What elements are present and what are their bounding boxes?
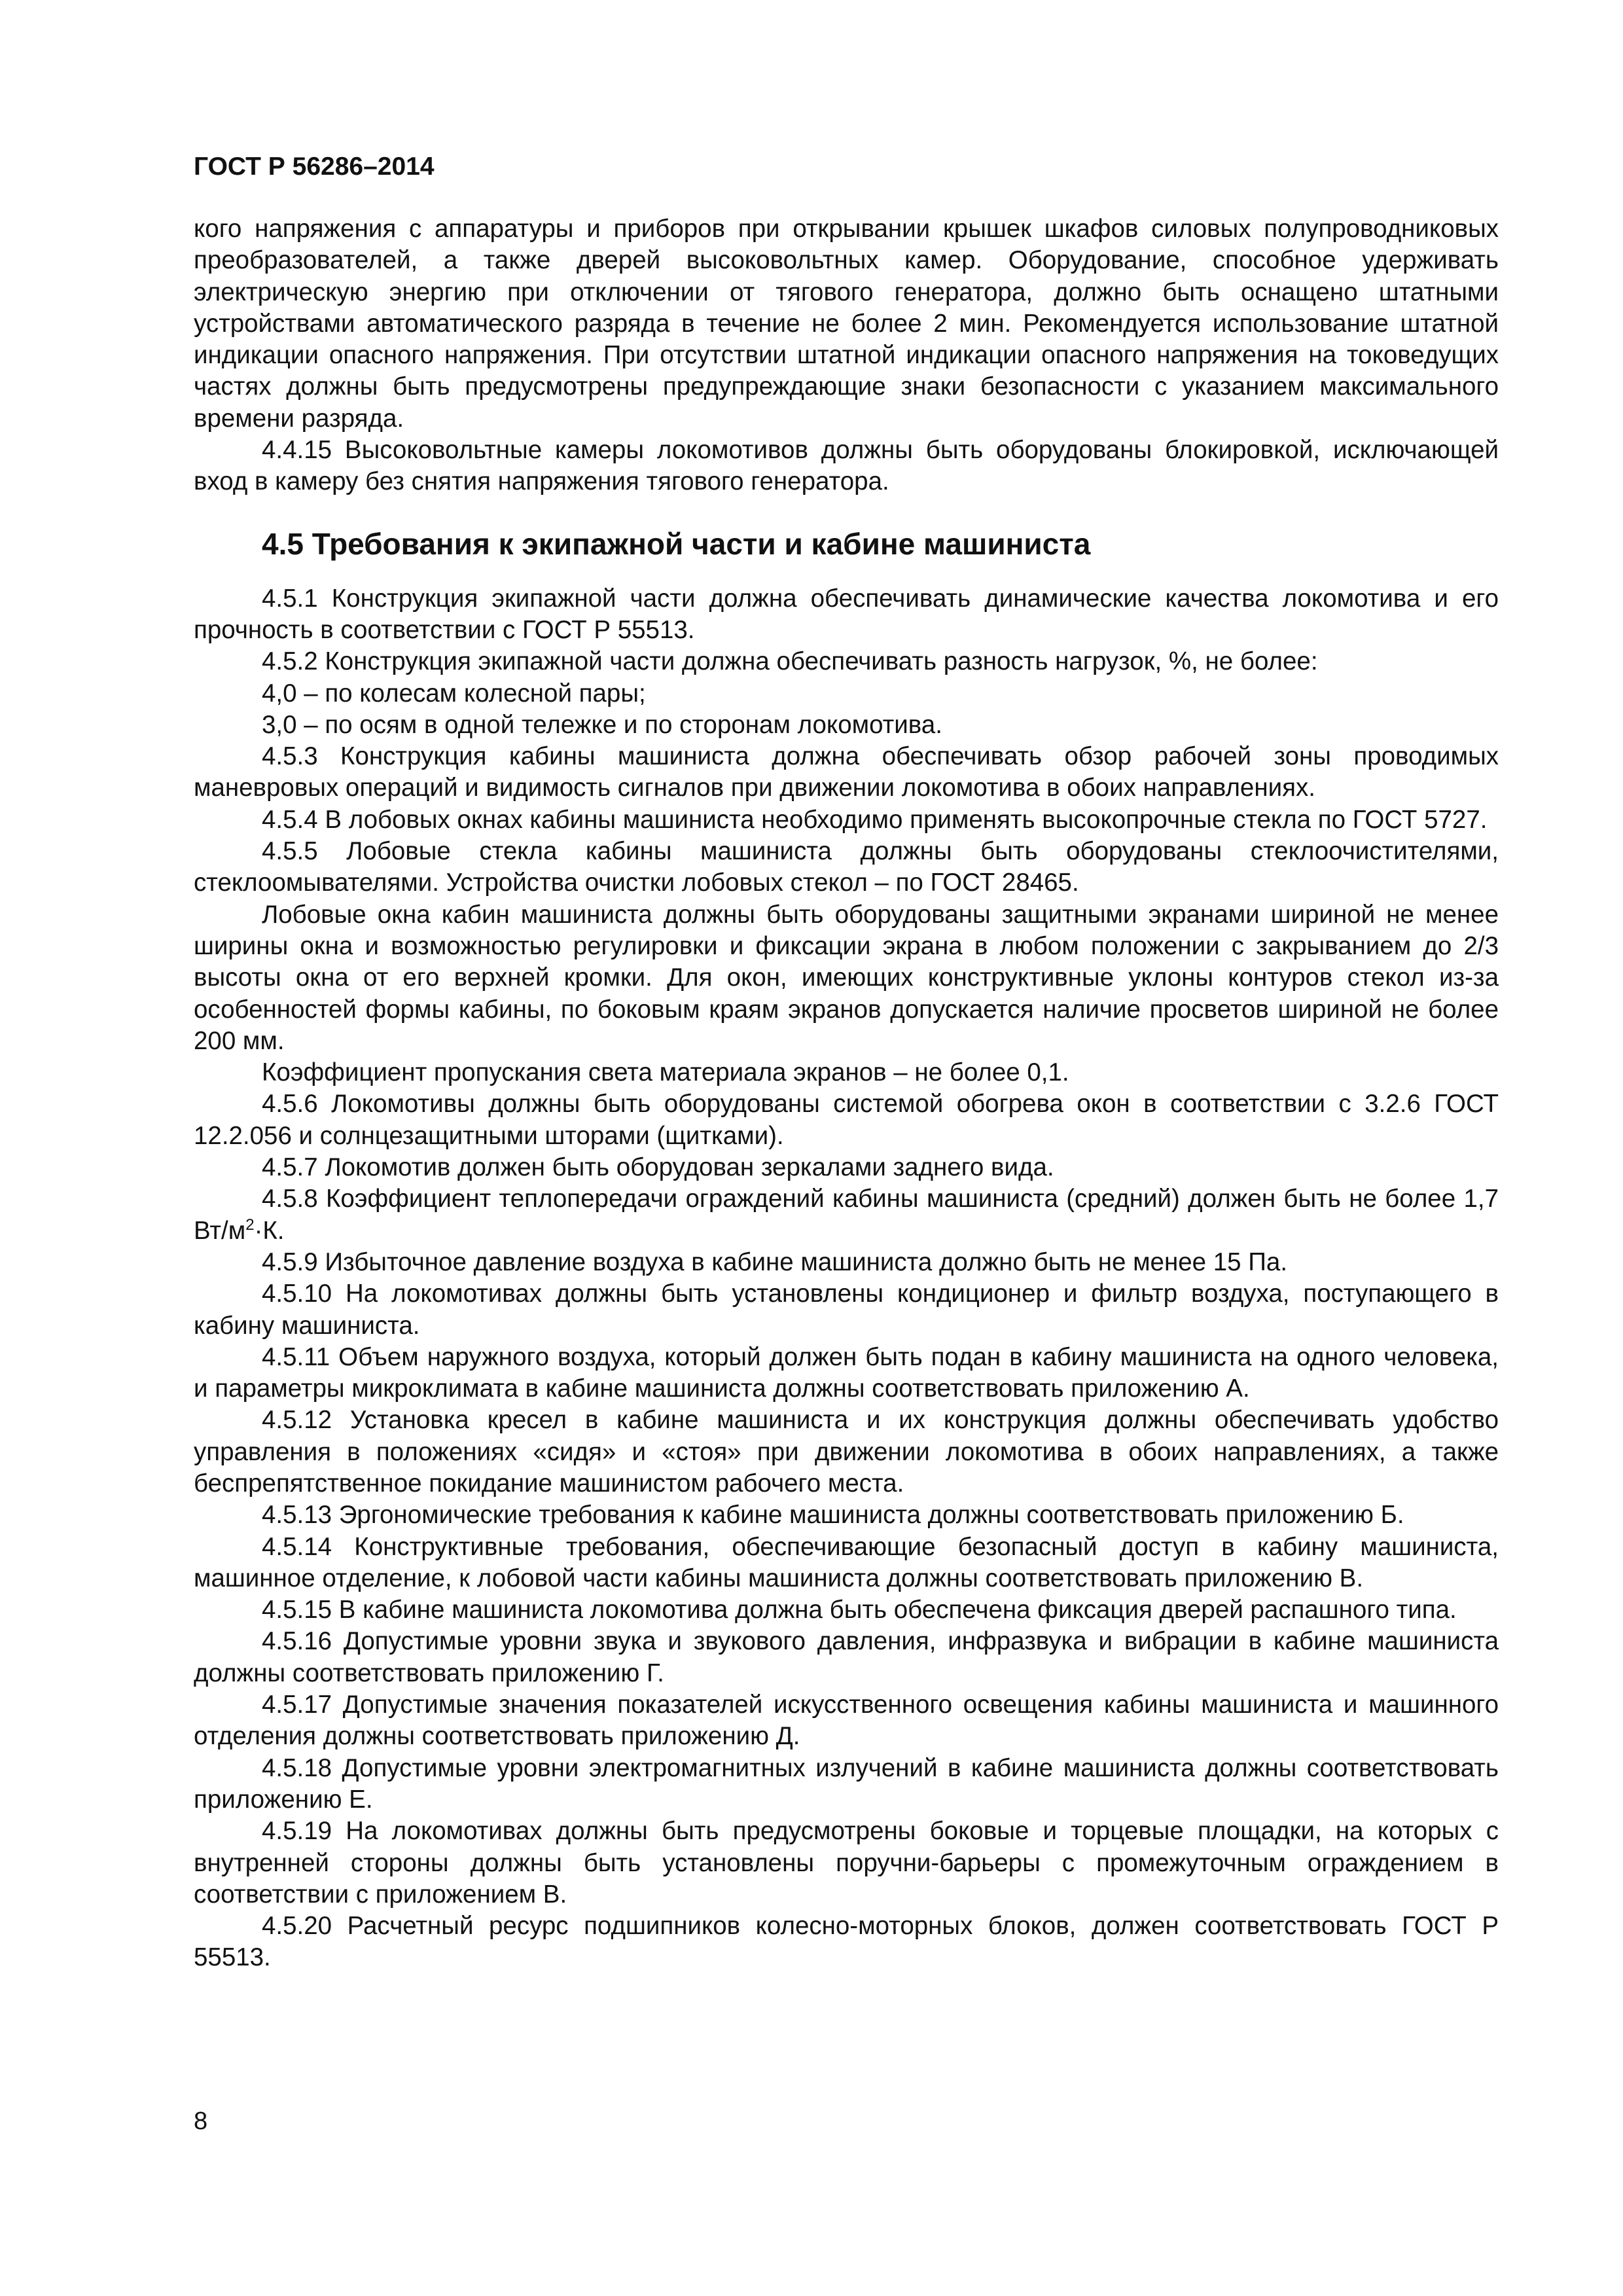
list-item: 3,0 – по осям в одной тележке и по сторонам локомотива. xyxy=(262,710,942,739)
paragraph-text: ·К. xyxy=(254,1216,285,1245)
page-number: 8 xyxy=(194,2108,208,2135)
list-item: 4,0 – по колесам колесной пары; xyxy=(262,679,646,708)
paragraph: 4.5.11 Объем наружного воздуха, который должен быть подан в кабину машиниста на одного человека, и параметры микроклимата в кабине машиниста должны соответствовать приложению А. xyxy=(194,1342,1499,1403)
paragraph-text: 4.5.8 Коэффициент теплопередачи ограждений кабины машиниста (средний) должен быть не более 1,7 Вт/м xyxy=(194,1185,1499,1245)
paragraph: 4.5.1 Конструкция экипажной части должна обеспечивать динамические качества локомотива и его прочность в соответствии с ГОСТ Р 55513. xyxy=(194,584,1499,644)
paragraph: 4.5.10 На локомотивах должны быть установлены кондиционер и фильтр воздуха, поступающего в кабину машиниста. xyxy=(194,1280,1499,1340)
paragraph: 4.5.14 Конструктивные требования, обеспечивающие безопасный доступ в кабину машиниста, машинное отделение, к лобовой части кабины машиниста должны соответствовать приложению В. xyxy=(194,1532,1499,1592)
paragraph: 4.5.7 Локомотив должен быть оборудован зеркалами заднего вида. xyxy=(262,1153,1054,1182)
paragraph: 4.5.12 Установка кресел в кабине машиниста и их конструкция должны обеспечивать удобство управления в положениях «сидя» и «стоя» при движении локомотива в обоих направлениях, а также беспрепятственное покидание машинистом рабочего места. xyxy=(194,1406,1499,1498)
paragraph: 4.5.16 Допустимые уровни звука и звукового давления, инфразвука и вибрации в кабине машиниста должны соответствовать приложению Г. xyxy=(194,1627,1499,1687)
paragraph: 4.4.15 Высоковольтные камеры локомотивов должны быть оборудованы блокировкой, исключающей вход в камеру без снятия напряжения тягового генератора. xyxy=(194,436,1499,496)
paragraph: 4.5.18 Допустимые уровни электромагнитных излучений в кабине машиниста должны соответствовать приложению Е. xyxy=(194,1753,1499,1814)
paragraph: 4.5.6 Локомотивы должны быть оборудованы системой обогрева окон в соответствии с 3.2.6 ГОСТ 12.2.056 и солнцезащитными шторами (щитками). xyxy=(194,1090,1499,1150)
paragraph: 4.5.9 Избыточное давление воздуха в кабине машиниста должно быть не менее 15 Па. xyxy=(262,1247,1288,1276)
paragraph: Лобовые окна кабин машиниста должны быть оборудованы защитными экранами шириной не менее ширины окна и возможностью регулировки и фиксации экрана в любом положении с закрыванием до 2/3 высоты окна от его верхней кромки. Для окон, имеющих конструктивные уклоны контуров стекол из-за особенностей формы кабины, по боковым краям экранов допускается наличие просветов шириной не более 200 мм. xyxy=(194,900,1499,1055)
section-heading: 4.5 Требования к экипажной части и кабине машиниста xyxy=(262,526,1091,561)
paragraph: кого напряжения с аппаратуры и приборов при открывании крышек шкафов силовых полупроводниковых преобразователей, а также дверей высоковольтных камер. Оборудование, способное удерживать электрическую энергию при отключении от тягового генератора, должно быть оснащено штатными устройствами автоматического разряда в течение не более 2 мин. Рекомендуется использование штатной индикации опасного напряжения. При отсутствии штатной индикации опасного напряжения на токоведущих частях должны быть предусмотрены предупреждающие знаки безопасности с указанием максимального времени разряда. xyxy=(194,215,1499,433)
paragraph: 4.5.15 В кабине машиниста локомотива должна быть обеспечена фиксация дверей распашного типа. xyxy=(262,1596,1457,1624)
paragraph: 4.5.3 Конструкция кабины машиниста должна обеспечивать обзор рабочей зоны проводимых маневровых операций и видимость сигналов при движении локомотива в обоих направлениях. xyxy=(194,742,1499,802)
paragraph: 4.5.19 На локомотивах должны быть предусмотрены боковые и торцевые площадки, на которых с внутренней стороны должны быть установлены поручни-барьеры с промежуточным ограждением в соответствии с приложением В. xyxy=(194,1817,1499,1909)
paragraph: 4.5.5 Лобовые стекла кабины машиниста должны быть оборудованы стеклоочистителями, стеклоомывателями. Устройства очистки лобовых стекол – по ГОСТ 28465. xyxy=(194,837,1499,897)
paragraph: Коэффициент пропускания света материала экранов – не более 0,1. xyxy=(262,1058,1069,1087)
paragraph-4-5-8 xyxy=(194,1183,1499,1247)
paragraph: 4.5.20 Расчетный ресурс подшипников колесно-моторных блоков, должен соответствовать ГОСТ Р 55513. xyxy=(194,1912,1499,1972)
paragraph: 4.5.17 Допустимые значения показателей искусственного освещения кабины машиниста и машинного отделения должны соответствовать приложению Д. xyxy=(194,1691,1499,1751)
paragraph: 4.5.2 Конструкция экипажной части должна обеспечивать разность нагрузок, %, не более: xyxy=(262,647,1318,676)
superscript: 2 xyxy=(245,1215,255,1234)
paragraph: 4.5.13 Эргономические требования к кабине машиниста должны соответствовать приложению Б. xyxy=(262,1501,1404,1530)
document-code-header: ГОСТ Р 56286–2014 xyxy=(194,152,435,181)
document-body xyxy=(194,213,1499,1974)
paragraph: 4.5.4 В лобовых окнах кабины машиниста необходимо применять высокопрочные стекла по ГОСТ 5727. xyxy=(262,805,1488,834)
